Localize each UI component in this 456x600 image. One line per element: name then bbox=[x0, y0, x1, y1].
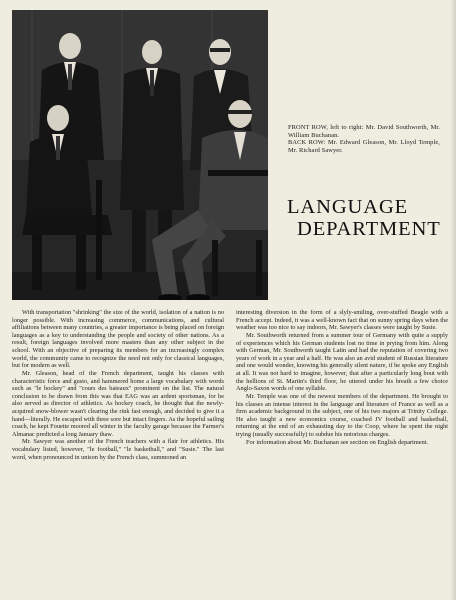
faculty-group-photo bbox=[12, 10, 268, 300]
paragraph: For information about Mr. Buchanan see section on English department. bbox=[246, 438, 429, 446]
paragraph: With transportation "shrinking" the size of the world, isolation of a nation is no longer possible. With increasing commerce, communications, and cultural affiliations between many countries, a greater importance is being placed on foreign languages as a key to understanding the people and society of other nations. As a result, foreign languages involved more masters than any other subject in the school. With an objective of preparing its members for an increasingly complex world, the community came to recognize the need not only for classical languages, but for modern as well. bbox=[12, 309, 224, 370]
paragraph: Mr. Sawyer was another of the French teachers with a flair for athletics. His vocabulary listed, however, "le football," "le basketball," and "Susie." The last word, when pronounced in unison by the French class, summoned an bbox=[12, 438, 224, 461]
photo-caption bbox=[288, 124, 440, 154]
caption-back-row: BACK ROW: Mr. Edward Gleason, Mr. Lloyd Temple, Mr. Richard Sawyer. bbox=[288, 139, 440, 154]
paragraph: interesting diversion in the form of a slyly-smiling, over-stuffed Beagle with a French accept. Indeed, it was a well-known fact that on sunny spring days when the weather was too nice to say indoors, Mr. Sawyer's classes were taught by Susie. bbox=[236, 309, 448, 332]
page-edge-shadow bbox=[450, 0, 456, 600]
paragraph: Mr. Southworth returned from a summer tour of Germany with quite a supply of experiences which his German students lost no time in prying from him. Along with German, Mr. Southworth taught Latin and had the reputation of covering two years of work in a year and a half. He was also an avid student of Russian literature and one would wonder, knowing his generally silent nature, if he spoke any English at all. It was not hard to imagine, however, that after a particularly long bout with the hellions of St. Martin's third floor, he uttered under his breath a few choice Anglo-Saxon words of one syllable. bbox=[236, 331, 448, 393]
title-line-1: LANGUAGE bbox=[287, 196, 409, 218]
page-title bbox=[272, 196, 448, 240]
body-column-left bbox=[12, 309, 224, 461]
title-line-2: DEPARTMENT bbox=[297, 218, 441, 240]
paragraph: Mr. Temple was one of the newest members of the department. He brought to his classes an intense interest in the language and literature of France as well as a firm academic background in the subject, one of his two majors at Trinity College. He also taught a new economics course, coached JV football and basketball, returning at the end of an exhausting day to the Coop, where he spent the night trying (usually successfully) to subdue his notorious charges. bbox=[236, 392, 448, 438]
group-photo-five-men-icon bbox=[12, 10, 268, 300]
body-column-right bbox=[236, 309, 448, 446]
caption-front-row: FRONT ROW, left to right: Mr. David Southworth, Mr. William Buchanan. bbox=[288, 124, 440, 139]
paragraph: Mr. Gleason, head of the French department, taught his classes with characteristic force and gusto, and hammered home a large vocabulary with words such as "le hockey" and "cours des bateaux" prominent on the list. The natural conclusion to be drawn from this was that EAG was an ardent sportsman, for he also served as director of athletics. As hockey coach, he thought that the newly-acquired snow-blower wasn't clearing the rink fast enough, and decided to give it a hand—literally. He escaped with three sore but intact fingers. As the hopeful sailing coach, he kept Fouette moored all winter in the faculty garage because the Farmer's Almanac predicted a long January thaw. bbox=[12, 369, 224, 438]
